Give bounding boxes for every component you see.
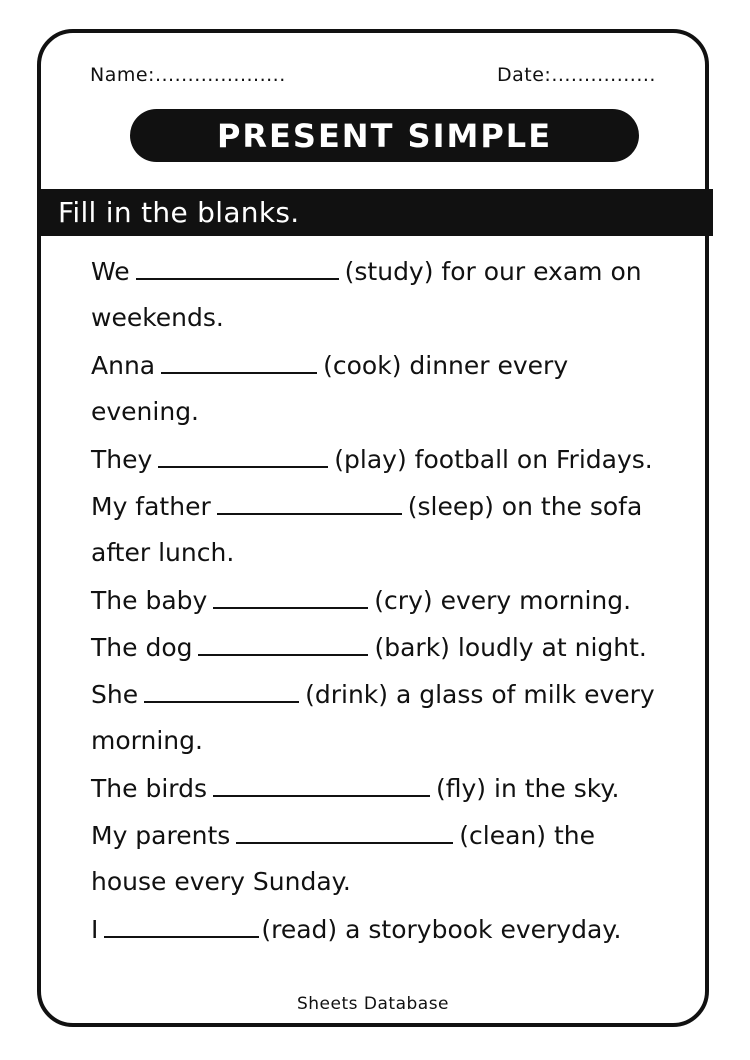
question-text-continued: evening. xyxy=(91,397,200,426)
question-text-after: (bark) loudly at night. xyxy=(374,633,647,662)
question-text-after: (fly) in the sky. xyxy=(436,774,620,803)
question-text-continued: house every Sunday. xyxy=(91,867,351,896)
answer-blank[interactable] xyxy=(213,583,368,609)
answer-blank[interactable] xyxy=(217,489,402,515)
question-text-after: (clean) the xyxy=(459,821,596,850)
question-text-before: My father xyxy=(91,492,211,521)
question-text-after: (study) for our exam on xyxy=(344,257,642,286)
question-text-after: (read) a storybook everyday. xyxy=(261,915,622,944)
question-text-after: (sleep) on the sofa xyxy=(407,492,643,521)
question-text-before: Anna xyxy=(91,351,156,380)
question-text-before: She xyxy=(91,680,139,709)
question-text-before: The baby xyxy=(91,586,208,615)
name-field-label: Name:.................... xyxy=(90,64,286,86)
date-field-label: Date:................ xyxy=(497,64,656,86)
answer-blank[interactable] xyxy=(144,677,299,703)
question-text-after: (drink) a glass of milk every xyxy=(305,680,655,709)
question-text-before: We xyxy=(91,257,130,286)
footer-credit: Sheets Database xyxy=(296,994,450,1014)
answer-blank[interactable] xyxy=(104,912,259,938)
question-text-after: (cry) every morning. xyxy=(374,586,632,615)
question-text-continued: morning. xyxy=(91,726,203,755)
question-text-before: The dog xyxy=(91,633,193,662)
answer-blank[interactable] xyxy=(136,254,339,280)
instruction-text: Fill in the blanks. xyxy=(58,196,300,229)
answer-blank[interactable] xyxy=(236,818,453,844)
instruction-banner xyxy=(37,189,713,236)
answer-blank[interactable] xyxy=(198,630,368,656)
answer-blank[interactable] xyxy=(158,442,328,468)
question-text-continued: weekends. xyxy=(91,303,224,332)
question-text-before: My parents xyxy=(91,821,231,850)
question-text-after: (cook) dinner every xyxy=(323,351,569,380)
page-title: PRESENT SIMPLE xyxy=(216,116,553,155)
title-banner xyxy=(130,109,639,162)
question-text-continued: after lunch. xyxy=(91,538,235,567)
question-text-before: The birds xyxy=(91,774,207,803)
question-text-before: They xyxy=(91,445,153,474)
question-text-before: I xyxy=(91,915,99,944)
question-text-after: (play) football on Fridays. xyxy=(334,445,653,474)
answer-blank[interactable] xyxy=(213,771,430,797)
answer-blank[interactable] xyxy=(161,348,317,374)
